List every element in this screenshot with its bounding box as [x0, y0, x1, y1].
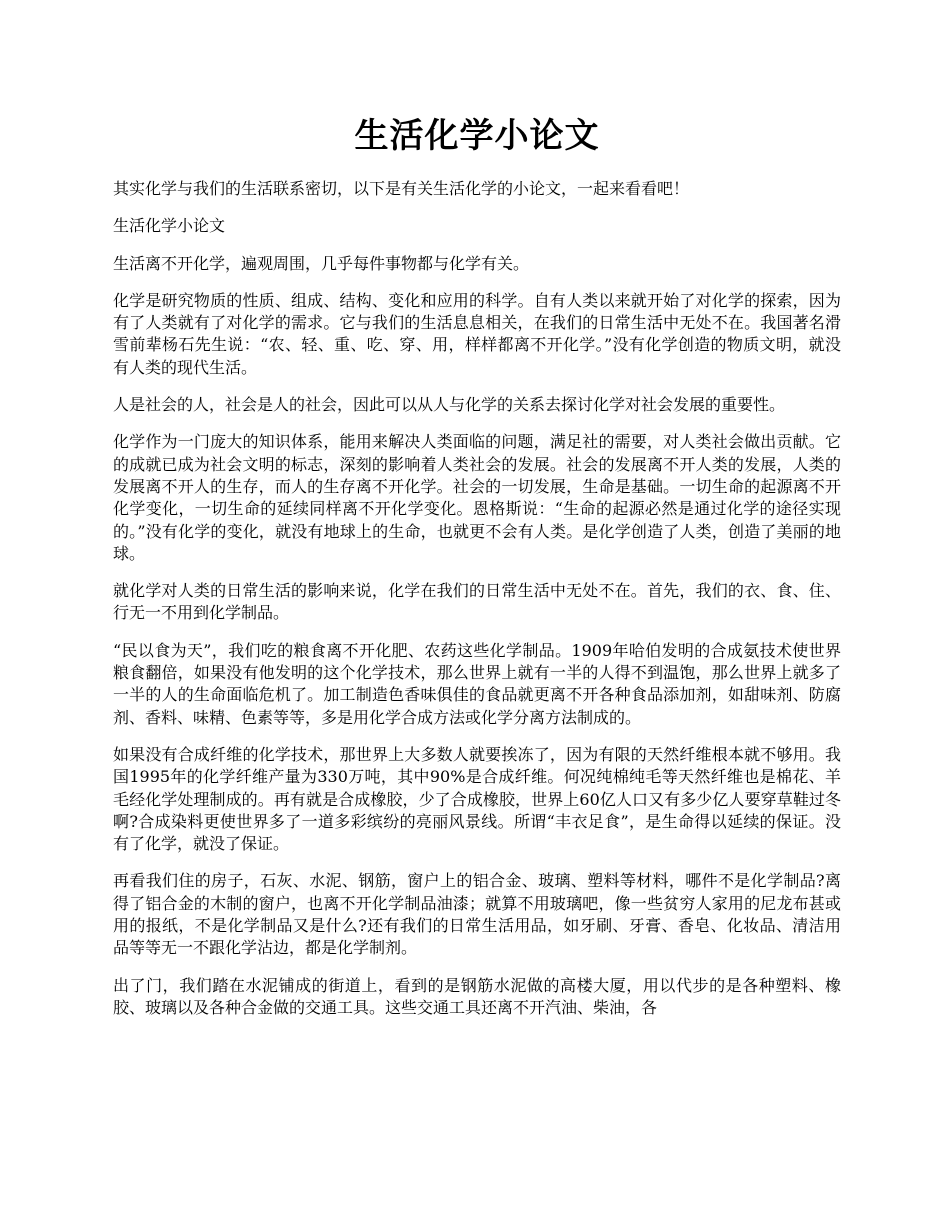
document-page	[113, 112, 841, 1034]
body-paragraph: 再看我们住的房子，石灰、水泥、钢筋，窗户上的铝合金、玻璃、塑料等材料，哪件不是化学制品?离得了铝合金的木制的窗户，也离不开化学制品油漆；就算不用玻璃吧，像一些贫穷人家用的尼龙布甚或用的报纸，不是化学制品又是什么?还有我们的日常生活用品，如牙刷、牙膏、香皂、化妆品、清洁用品等等无一不跟化学沾边，都是化学制剂。	[113, 871, 841, 958]
body-paragraph: 化学作为一门庞大的知识体系，能用来解决人类面临的问题，满足社的需要，对人类社会做出贡献。它的成就已成为社会文明的标志，深刻的影响着人类社会的发展。社会的发展离不开人类的发展，人类的发展离不开人的生存，而人的生存离不开化学。社会的一切发展，生命是基础。一切生命的起源离不开化学变化，一切生命的延续同样离不开化学变化。恩格斯说：“生命的起源必然是通过化学的途径实现的。”没有化学的变化，就没有地球上的生命，也就更不会有人类。是化学创造了人类，创造了美丽的地球。	[113, 432, 841, 563]
subtitle-paragraph: 生活化学小论文	[113, 216, 226, 236]
body-paragraph: 化学是研究物质的性质、组成、结构、变化和应用的科学。自有人类以来就开始了对化学的探索，因为有了人类就有了对化学的需求。它与我们的生活息息相关，在我们的日常生活中无处不在。我国著名滑雪前辈杨石先生说：“农、轻、重、吃、穿、用，样样都离不开化学。”没有化学创造的物质文明，就没有人类的现代生活。	[113, 290, 841, 377]
document-title: 生活化学小论文	[354, 116, 600, 156]
body-paragraph: 如果没有合成纤维的化学技术，那世界上大多数人就要挨冻了，因为有限的天然纤维根本就不够用。我国1995年的化学纤维产量为330万吨，其中90%是合成纤维。何况纯棉纯毛等天然纤维也是棉花、羊毛经化学处理制成的。再有就是合成橡胶，少了合成橡胶，世界上60亿人口又有多少亿人要穿草鞋过冬啊?合成染料更使世界多了一道多彩缤纷的亮丽风景线。所谓“丰衣足食”，是生命得以延续的保证。没有了化学，就没了保证。	[113, 744, 841, 854]
body-paragraph: 生活离不开化学，遍观周围，几乎每件事物都与化学有关。	[113, 253, 530, 273]
body-paragraph: “民以食为天”，我们吃的粮食离不开化肥、农药这些化学制品。1909年哈伯发明的合成氨技术使世界粮食翻倍，如果没有他发明的这个化学技术，那么世界上就有一半的人得不到温饱，那么世界上就多了一半的人的生命面临危机了。加工制造色香味俱佳的食品就更离不开各种食品添加剂，如甜味剂、防腐剂、香料、味精、色素等等，多是用化学合成方法或化学分离方法制成的。	[113, 640, 841, 727]
body-paragraph: 就化学对人类的日常生活的影响来说，化学在我们的日常生活中无处不在。首先，我们的衣、食、住、行无一不用到化学制品。	[113, 581, 841, 623]
intro-paragraph: 其实化学与我们的生活联系密切，以下是有关生活化学的小论文，一起来看看吧！	[113, 179, 690, 198]
body-paragraph: 出了门，我们踏在水泥铺成的街道上，看到的是钢筋水泥做的高楼大厦，用以代步的是各种塑料、橡胶、玻璃以及各种合金做的交通工具。这些交通工具还离不开汽油、柴油，各	[113, 975, 841, 1017]
body-paragraph: 人是社会的人，社会是人的社会，因此可以从人与化学的关系去探讨化学对社会发展的重要性。	[113, 395, 786, 415]
